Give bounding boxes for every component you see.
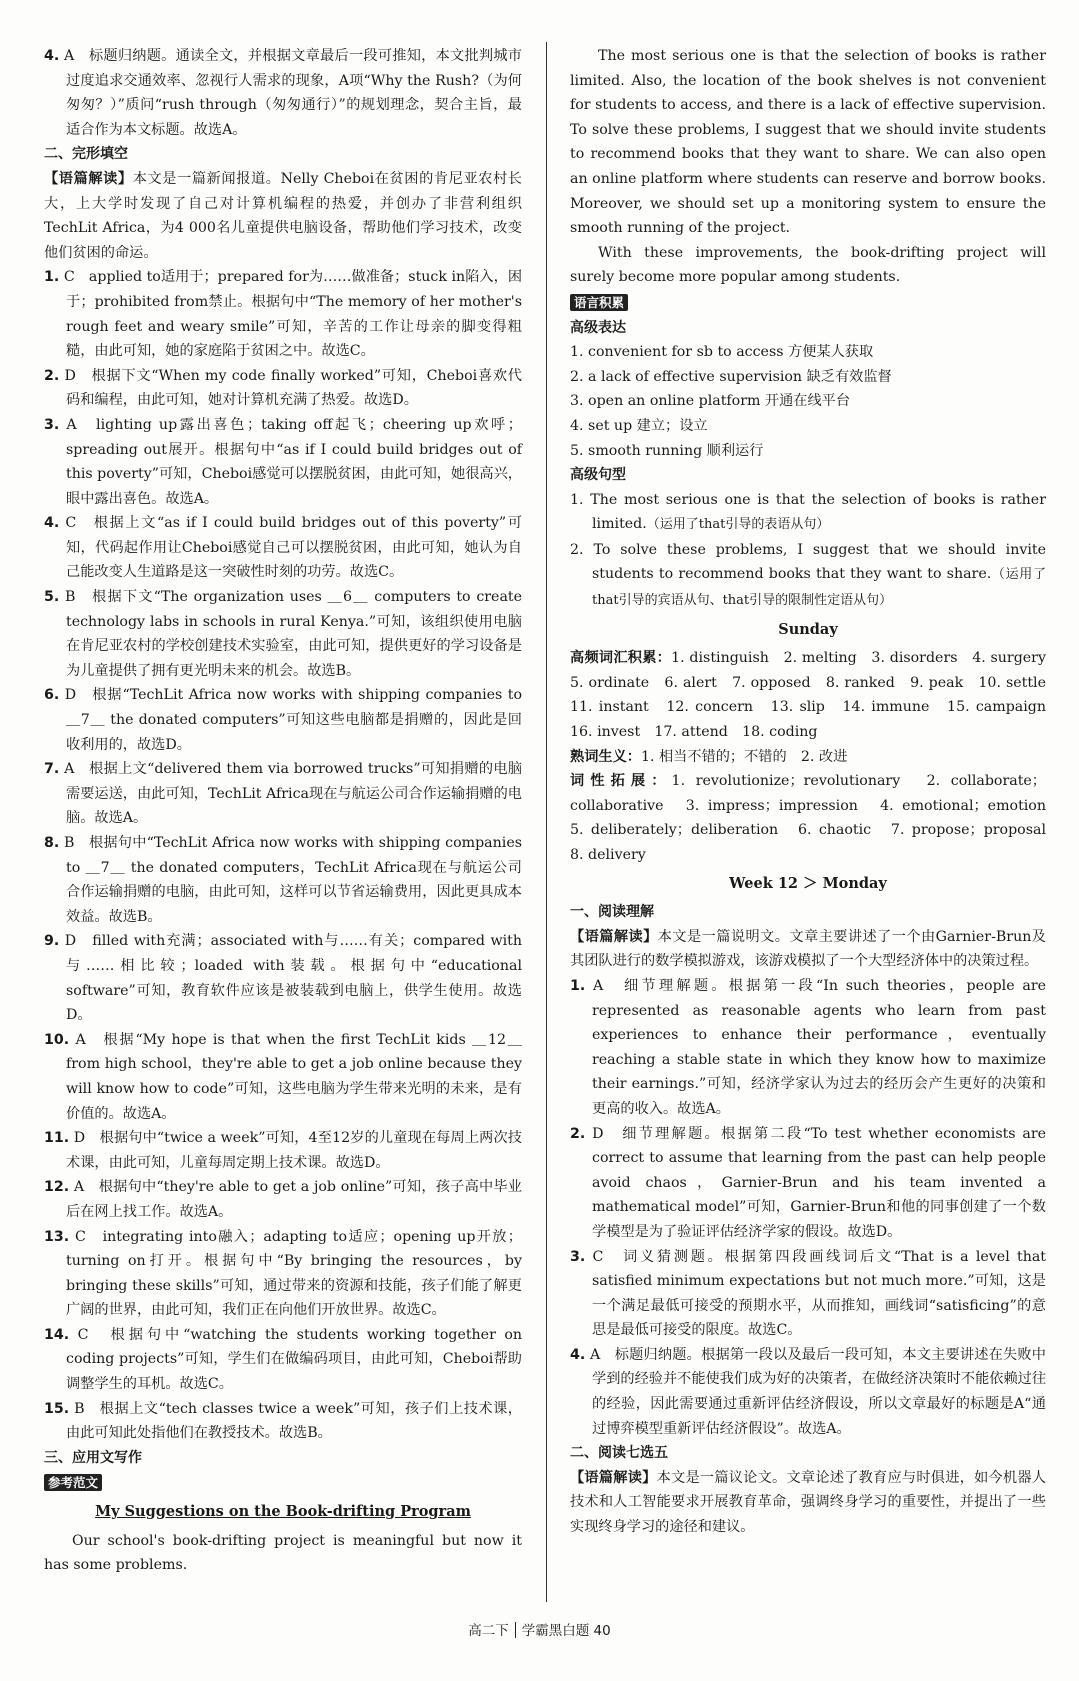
sentence-number: 2. — [570, 541, 584, 558]
item-number: 10. — [44, 1031, 70, 1048]
item-text: A 细节理解题。根据第一段“In such theories，people are represented as reasonable agents who learn from past experiences to enhance their performance，eventually reaching a stable state in which they know how to maximize their earnings.”可知，经济学家认为过去的经历会产生更好的决策和更高的收入。故选A。 — [592, 977, 1046, 1117]
item-number: 6. — [44, 687, 60, 704]
language-accumulation-tag: 语言积累 — [570, 294, 628, 311]
sentence-list — [570, 488, 1046, 614]
item-text: B 根据下文“The organization uses ＿6＿ computers to create technology labs in schools in rural Kenya.”可知，该组织使用电脑在肯尼亚农村的学校创建技术实验室，由此可知，提供更好的学习设备是为儿童提供了拥有更光明未来的机会。故选B。 — [65, 589, 522, 679]
item-number: 1. — [570, 977, 586, 994]
advanced-expressions-heading: 高级表达 — [570, 319, 626, 336]
right-column — [570, 44, 1061, 1540]
item-number: 15. — [44, 1400, 70, 1417]
item-text: A lighting up露出喜色；taking off起飞；cheering up欢呼；spreading out展开。根据句中“as if I could build bridges out of this poverty”可知，Cheboi感觉可以摆脱贫困，由此可知，她很高兴，眼中露出喜色。故选A。 — [66, 416, 522, 507]
answer-item — [44, 364, 522, 413]
answer-item — [44, 585, 522, 683]
item-number: 4. — [570, 1346, 586, 1363]
item-number: 8. — [44, 835, 60, 851]
answer-item — [44, 1126, 522, 1175]
section-heading-reading: 一、阅读理解 — [570, 904, 654, 921]
answer-item — [570, 1122, 1046, 1245]
item-number: 3. — [570, 1248, 586, 1265]
item-text: B 根据上文“tech classes twice a week”可知，孩子们上技术课，由此可知此处指他们在教授技术。故选B。 — [66, 1400, 522, 1442]
answer-item-4-reading — [44, 44, 522, 142]
week-title: Week 12 ＞ Monday — [729, 874, 887, 892]
sentence-text: To solve these problems, I suggest that we should invite students to recommend books that they want to share. — [592, 541, 1046, 583]
item-text: C integrating into融入；adapting to适应；opening up开放；turning on打开。根据句中“By bringing the resources，by bringing these skills”可知，通过带来的资源和技能，孩子们能了解更广阔的世界，由此可知，我们正在向他们开放世界。故选C。 — [66, 1228, 522, 1319]
answer-item — [44, 683, 522, 757]
essay-title — [44, 1500, 522, 1525]
column-divider — [546, 42, 547, 1602]
extend-block — [570, 769, 1061, 867]
answer-item — [44, 929, 522, 1027]
item-number: 9. — [44, 933, 60, 950]
answer-item — [44, 1028, 522, 1126]
item-text: A 标题归纳题。根据第一段以及最后一段可知，本文主要讲述在失败中学到的经验并不能使我们成为好的决策者，在做经济决策时不能依赖过往的经验，因此需要通过重新评估经济假设，所以文章最好的标题是A“通过博弈模型重新评估经济假设”。故选A。 — [589, 1346, 1047, 1437]
sunday-title: Sunday — [778, 620, 838, 638]
item-number: 4. — [44, 515, 60, 532]
vocab-text: 1. distinguish 2. melting 3. disorders 4. surgery 5. ordinate 6. alert 7. opposed 8. ranked 9. peak 10. settle 11. instant 12. concern 13. slip 14. immune 15. campaign 16. invest 17. attend 18. coding — [570, 650, 1061, 741]
item-number: 1. — [44, 269, 60, 286]
item-number: 14. — [44, 1326, 70, 1343]
item-number: 3. — [44, 416, 60, 433]
expression-item: 1. convenient for sb to access 方便某人获取 — [570, 344, 874, 361]
answer-item — [44, 1397, 522, 1446]
vocab-label: 高频词汇积累： — [570, 650, 672, 667]
passage-summary-seven-five — [570, 1466, 1046, 1540]
answer-item — [44, 1323, 522, 1397]
sentence-note: （运用了that引导的宾语从句、that引导的限制性定语从句） — [592, 567, 1046, 609]
item-number: 4. — [44, 48, 60, 64]
extend-label: 词性拓展： — [570, 773, 672, 790]
item-number: 2. — [44, 367, 60, 384]
essay-paragraph-2: The most serious one is that the selection of books is rather limited. Also, the location of the book shelves is not convenient for students to access, and there is a lack of effective supervision. To solve these problems, I suggest that we should invite students to recommend books that they want to share. We can also open an online platform where students can reserve and borrow books. Moreover, we should set up a monitoring system to ensure the smooth running of the project. — [570, 48, 1046, 237]
item-text: C 根据上文“as if I could build bridges out of this poverty”可知，代码起作用让Cheboi感觉自己可以摆脱贫困，由此可知，她认为自己能改变人生道路是这一突破性时刻的功劳。故选C。 — [65, 515, 523, 581]
summary-text: 本文是一篇说明文。文章主要讲述了一个由Garnier-Brun及其团队进行的数学模拟游戏，该游戏模拟了一个大型经济体中的决策过程。 — [570, 928, 1046, 970]
essay-paragraph-3: With these improvements, the book-drifting project will surely become more popular among students. — [570, 244, 1046, 286]
item-text: A 根据“My hope is that when the first TechLit kids ＿12＿ from high school，they're able to get a job online because they will know how to code”可知，这些电脑为学生带来光明的未来，是有价值的。故选A。 — [66, 1031, 522, 1122]
item-number: 5. — [44, 589, 60, 606]
passage-summary-reading — [570, 925, 1046, 974]
answer-item — [44, 413, 522, 511]
item-text: A 根据上文“delivered them via borrowed trucks”可知捐赠的电脑需要运送，由此可知，TechLit Africa现在与航运公司合作运输捐赠的电脑。故选A。 — [64, 761, 523, 827]
answer-item — [44, 511, 522, 585]
sentence-text: The most serious one is that the selection of books is rather limited. — [590, 491, 1046, 533]
expression-item: 4. set up 建立；设立 — [570, 417, 708, 434]
sample-essay-tag: 参考范文 — [44, 1474, 102, 1491]
extend-text: 1. revolutionize；revolutionary 2. collaborate；collaborative 3. impress；impression 4. emotional；emotion 5. deliberately；deliberation 6. chaotic 7. propose；proposal 8. delivery — [570, 773, 1061, 863]
left-column — [44, 44, 522, 1578]
item-text: A 根据句中“they're able to get a job online”可知，孩子高中毕业后在网上找工作。故选A。 — [66, 1179, 522, 1220]
answer-item — [44, 1225, 522, 1323]
item-number: 12. — [44, 1179, 70, 1196]
page-number: 40 — [593, 1623, 611, 1639]
summary-text: 本文是一篇新闻报道。Nelly Cheboi在贫困的肯尼亚农村长大，上大学时发现了自己对计算机编程的热爱，并创办了非营利组织TechLit Africa，为4 000名儿童提供电脑设备，帮助他们学习技术，改变他们贫困的命运。 — [44, 170, 522, 261]
sentence-item — [570, 488, 1046, 538]
essay-paragraph-1: Our school's book-drifting project is meaningful but now it has some problems. — [44, 1532, 522, 1574]
essay-title-text: My Suggestions on the Book-drifting Program — [95, 1503, 471, 1521]
advanced-sentences-heading: 高级句型 — [570, 467, 626, 484]
summary-label: 【语篇解读】 — [44, 170, 133, 187]
answer-item — [570, 1245, 1046, 1343]
expression-list — [570, 340, 1046, 463]
section-heading-writing: 三、应用文写作 — [44, 1449, 142, 1466]
section-heading-cloze: 二、完形填空 — [44, 146, 128, 163]
item-text: C 根据句中“watching the students working together on coding projects”可知，学生们在做编码项目，由此可知，Cheboi帮助调整学生的耳机。故选C。 — [66, 1326, 522, 1393]
footer-grade: 高二下 — [468, 1623, 509, 1639]
summary-label: 【语篇解读】 — [570, 928, 658, 945]
answer-item — [44, 1175, 522, 1224]
item-number: 11. — [44, 1130, 70, 1147]
item-text: D 根据“TechLit Africa now works with shipping companies to ＿7＿ the donated computers”可知这些电脑都是捐赠的，因此是回收利用的，故选D。 — [64, 687, 523, 753]
reading-answer-list — [570, 974, 1046, 1441]
summary-label: 【语篇解读】 — [570, 1469, 657, 1486]
item-number: 7. — [44, 761, 60, 778]
answer-item — [570, 974, 1046, 1122]
passage-summary-cloze — [44, 167, 522, 265]
page-footer — [0, 1621, 1079, 1641]
idiom-block — [570, 745, 1046, 770]
expression-item: 2. a lack of effective supervision 缺乏有效监督 — [570, 368, 892, 385]
item-number: 13. — [44, 1228, 70, 1245]
item-text: D 根据下文“When my code finally worked”可知，Cheboi喜欢代码和编程，由此可知，她对计算机充满了热爱。故选D。 — [64, 367, 522, 409]
sentence-item — [570, 538, 1046, 614]
item-text: A 标题归纳题。通读全文，并根据文章最后一段可推知，本文批判城市过度追求交通效率、忽视行人需求的现象，A项“Why the Rush?（为何匆匆？）”质问“rush through（匆匆通行）”的规划理念，契合主旨，最适合作为本文标题。故选A。 — [64, 48, 522, 138]
summary-text: 本文是一篇议论文。文章论述了教育应与时俱进，如今机器人技术和人工智能要求开展教育革命，强调终身学习的重要性，并提出了一些实现终身学习的途径和建议。 — [570, 1469, 1046, 1536]
section-heading-seven-five: 二、阅读七选五 — [570, 1445, 668, 1462]
sample-essay-tag-wrap — [44, 1470, 522, 1496]
answer-item — [44, 831, 522, 929]
answer-item — [44, 757, 522, 831]
footer-book-title: 学霸黑白题 — [521, 1623, 590, 1639]
idiom-label: 熟词生义： — [570, 748, 641, 765]
item-text: C applied to适用于；prepared for为……做准备；stuck in陷入，困于；prohibited from禁止。根据句中“The memory of her mother's rough feet and weary smile”可知，辛苦的工作让母亲的脚变得粗糙，由此可知，她的家庭陷于贫困之中。故选C。 — [63, 269, 523, 360]
answer-item — [44, 265, 522, 363]
sentence-number: 1. — [570, 491, 584, 508]
sentence-note: （运用了that引导的表语从句） — [646, 517, 830, 533]
language-tag-wrap — [570, 290, 1046, 316]
idiom-text: 1. 相当不错的；不错的 2. 改进 — [640, 748, 848, 765]
expression-item: 5. smooth running 顺利运行 — [570, 442, 764, 459]
item-text: D 细节理解题。根据第二段“To test whether economists are correct to assume that learning from the past can help people avoid chaos，Garnier-Brun and his team invented a mathematical model”可知，Garnier-Brun和他的同事创建了一个数学模型是为了验证评估经济学家的假设。故选D。 — [592, 1125, 1047, 1240]
item-number: 2. — [570, 1125, 586, 1142]
cloze-answer-list — [44, 265, 522, 1446]
item-text: D 根据句中“twice a week”可知，4至12岁的儿童现在每周上两次技术课，由此可知，儿童每周定期上技术课。故选D。 — [66, 1130, 522, 1171]
expression-item: 3. open an online platform 开通在线平台 — [570, 393, 851, 410]
item-text: C 词义猜测题。根据第四段画线词后文“That is a level that satisfied minimum expectations but not much more.”可知，这是一个满足最低可接受的预期水平，从而推知，画线词“satisficing”的意思是最低可接受的限度。故选C。 — [592, 1248, 1046, 1339]
answer-item — [570, 1343, 1046, 1441]
vocab-block — [570, 646, 1061, 744]
footer-separator — [515, 1622, 516, 1638]
item-text: B 根据句中“TechLit Africa now works with shipping companies to ＿7＿ the donated computers，TechLit Africa现在与航运公司合作运输捐赠的电脑，由此可知，这样可以节省运输费用，因此更具成本效益。故选B。 — [63, 835, 522, 925]
item-text: D filled with充满；associated with与……有关；compared with与……相比较；loaded with装载。根据句中“educational software”可知，教育软件应该是被装载到电脑上，供学生使用。故选D。 — [64, 933, 523, 1024]
